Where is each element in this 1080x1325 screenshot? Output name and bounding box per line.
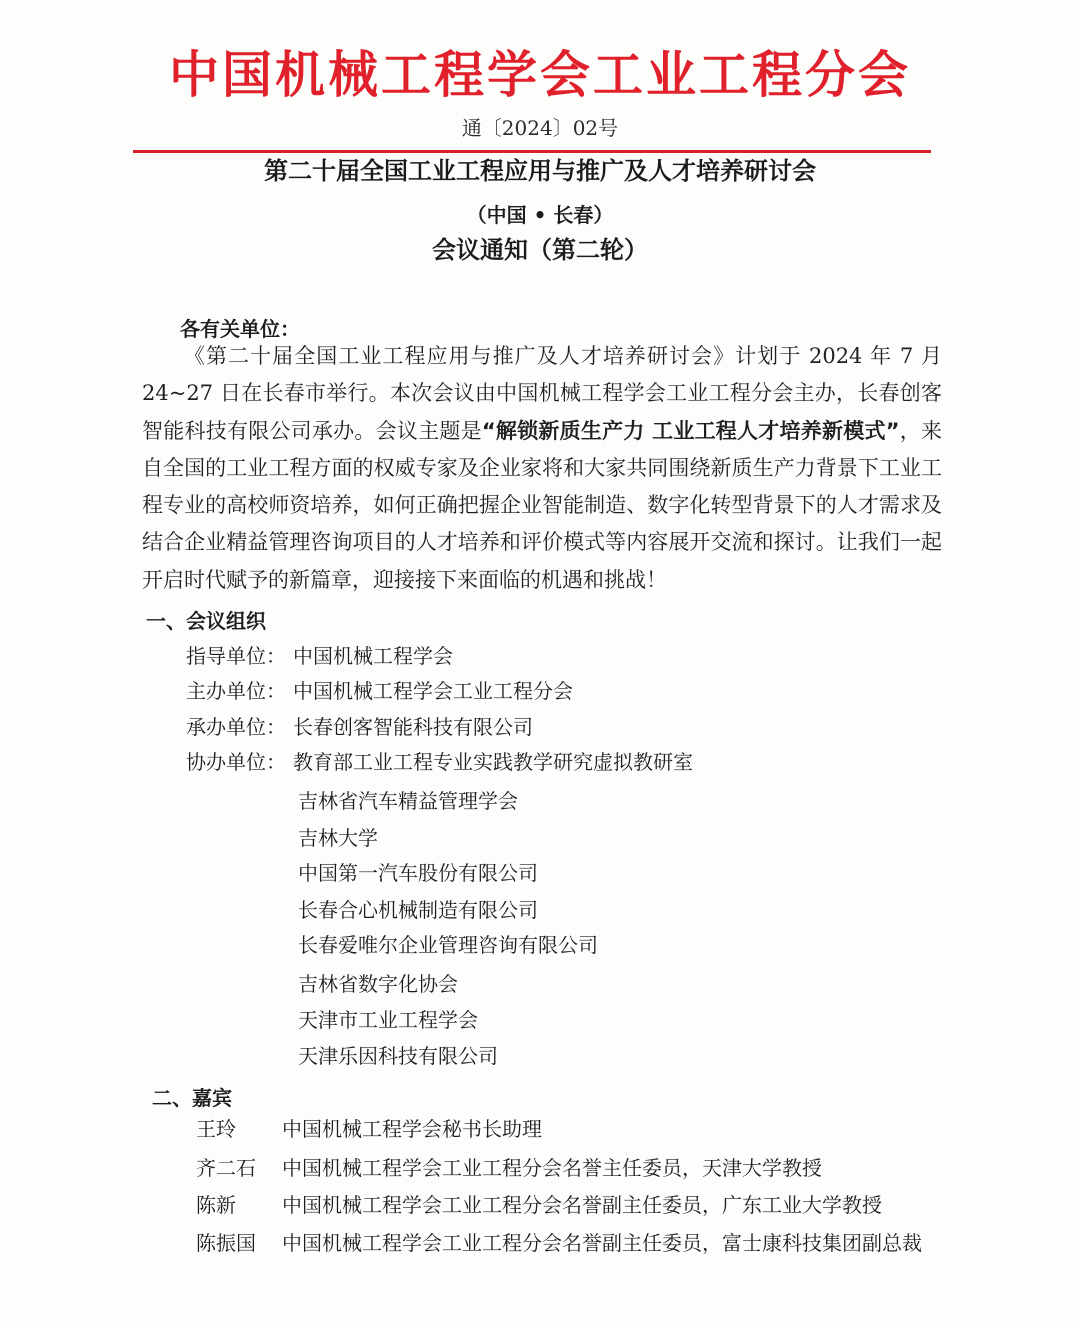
intro-text-part1: 《第二十届全国工业工程应用与推广及人才培养研讨会》计划于 2024 年 7 月 24~27 日在长春市举行。本次会议由中国机械工程学会工业工程分会主办，长春创客智能科技有限公司承办。会议主题是 bbox=[142, 344, 942, 443]
guest-name: 齐二石 bbox=[196, 1156, 256, 1180]
org-row-guide bbox=[186, 641, 453, 671]
assist-unit: 吉林省数字化协会 bbox=[298, 972, 458, 996]
guest-title: 中国机械工程学会秘书长助理 bbox=[282, 1117, 542, 1141]
guest-row bbox=[196, 1187, 936, 1223]
assist-unit: 天津乐因科技有限公司 bbox=[298, 1044, 498, 1068]
section-heading-guests: 二、嘉宾 bbox=[152, 1086, 232, 1110]
assist-unit: 吉林省汽车精益管理学会 bbox=[298, 789, 518, 813]
notice-title: 会议通知（第二轮） bbox=[432, 236, 648, 264]
org-value-host: 中国机械工程学会工业工程分会 bbox=[293, 679, 573, 703]
salutation: 各有关单位： bbox=[180, 317, 300, 341]
section-heading-organization: 一、会议组织 bbox=[146, 609, 266, 633]
assist-unit: 吉林大学 bbox=[298, 826, 378, 850]
guest-name: 陈振国 bbox=[196, 1231, 256, 1255]
assist-unit: 教育部工业工程专业实践教学研究虚拟教研室 bbox=[293, 750, 693, 774]
guest-name: 王玲 bbox=[196, 1117, 236, 1141]
org-label-guide: 指导单位： bbox=[186, 644, 286, 668]
org-label-assist: 协办单位： bbox=[186, 750, 286, 774]
guest-title: 中国机械工程学会工业工程分会名誉副主任委员，广东工业大学教授 bbox=[282, 1193, 882, 1217]
guest-title: 中国机械工程学会工业工程分会名誉副主任委员，富士康科技集团副总裁 bbox=[282, 1231, 922, 1255]
guest-row bbox=[196, 1150, 936, 1186]
assist-unit: 长春合心机械制造有限公司 bbox=[298, 898, 538, 922]
conference-theme: “解锁新质生产力 工业工程人才培养新模式” bbox=[481, 418, 900, 443]
assist-unit: 长春爱唯尔企业管理咨询有限公司 bbox=[298, 933, 598, 957]
letterhead-title: 中国机械工程学会工业工程分会 bbox=[169, 46, 911, 104]
org-row-host bbox=[186, 676, 573, 706]
org-value-organizer: 长春创客智能科技有限公司 bbox=[293, 715, 533, 739]
assist-unit: 天津市工业工程学会 bbox=[298, 1008, 478, 1032]
org-row-assist bbox=[186, 747, 693, 777]
assist-unit: 中国第一汽车股份有限公司 bbox=[298, 861, 538, 885]
document-number: 通〔2024〕02号 bbox=[461, 116, 619, 140]
org-label-host: 主办单位： bbox=[186, 679, 286, 703]
conference-location: （中国 • 长春） bbox=[466, 203, 614, 227]
conference-title: 第二十届全国工业工程应用与推广及人才培养研讨会 bbox=[264, 157, 816, 185]
guest-row bbox=[196, 1225, 936, 1297]
guest-name: 陈新 bbox=[196, 1193, 236, 1217]
intro-text-part2: ，来自全国的工业工程方面的权威专家及企业家将和大家共同围绕新质生产力背景下工业工程专业的高校师资培养，如何正确把握企业智能制造、数字化转型背景下的人才需求及结合企业精益管理咨询项目的人才培养和评价模式等内容展开交流和探讨。让我们一起开启时代赋予的新篇章，迎接接下来面临的机遇和挑战！ bbox=[142, 418, 943, 592]
guest-title: 中国机械工程学会工业工程分会名誉主任委员，天津大学教授 bbox=[282, 1156, 822, 1180]
org-row-organizer bbox=[186, 712, 533, 742]
guest-row bbox=[196, 1111, 936, 1147]
intro-paragraph bbox=[142, 338, 942, 599]
org-value-guide: 中国机械工程学会 bbox=[293, 644, 453, 668]
org-label-organizer: 承办单位： bbox=[186, 715, 286, 739]
